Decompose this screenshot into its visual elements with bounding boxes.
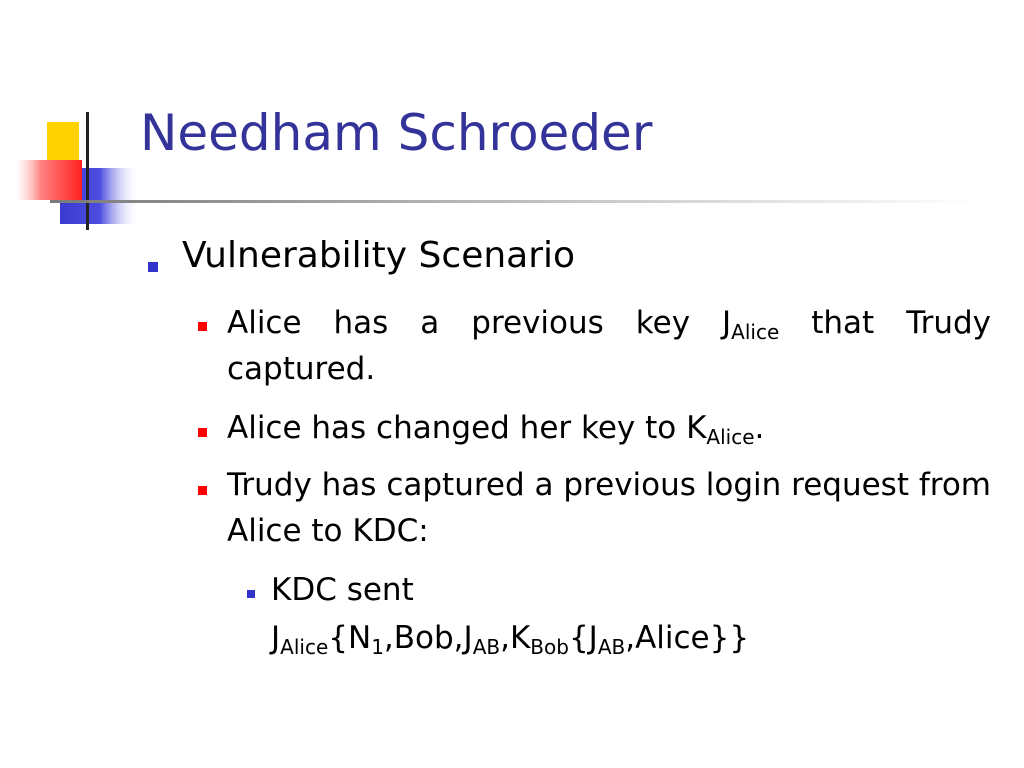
level2-item-previous-key	[227, 300, 991, 392]
item-text: {J	[568, 620, 598, 656]
page-title: Needham Schroeder	[140, 104, 653, 162]
level2-item-changed-key	[227, 405, 991, 451]
item-text: {N	[328, 620, 372, 656]
subscript: Bob	[530, 635, 569, 659]
item-text: J	[271, 620, 281, 656]
level2-bullet-icon	[198, 428, 207, 437]
red-square	[14, 160, 82, 200]
subscript: Alice	[280, 635, 329, 659]
title-underline	[50, 200, 980, 203]
level2-item-captured-request: Trudy has captured a previous login request from Alice to KDC:	[227, 467, 991, 549]
item-text: Alice has changed her key to K	[227, 410, 707, 446]
level1-bullet-icon	[148, 262, 158, 272]
level3-bullet-icon	[247, 590, 255, 598]
level3-item-kdc-sent	[271, 566, 871, 662]
item-text: ,K	[500, 620, 531, 656]
item-text: KDC sent	[271, 572, 414, 608]
level1-item: Vulnerability Scenario	[182, 235, 576, 276]
item-text: ,Alice}}	[625, 620, 750, 656]
subscript: AB	[597, 635, 626, 659]
subscript: AB	[472, 635, 501, 659]
item-text: ,Bob,J	[383, 620, 473, 656]
item-text: that Trudy captured.	[227, 305, 991, 387]
level2-bullet-icon	[198, 322, 207, 331]
vertical-line	[86, 112, 89, 230]
decorative-squares-logo	[0, 0, 140, 240]
subscript: 1	[371, 635, 384, 659]
item-text: Alice has a previous key J	[227, 305, 732, 341]
subscript: Alice	[731, 320, 780, 344]
subscript: Alice	[706, 425, 755, 449]
level2-bullet-icon	[198, 486, 207, 495]
item-text: .	[754, 410, 765, 446]
